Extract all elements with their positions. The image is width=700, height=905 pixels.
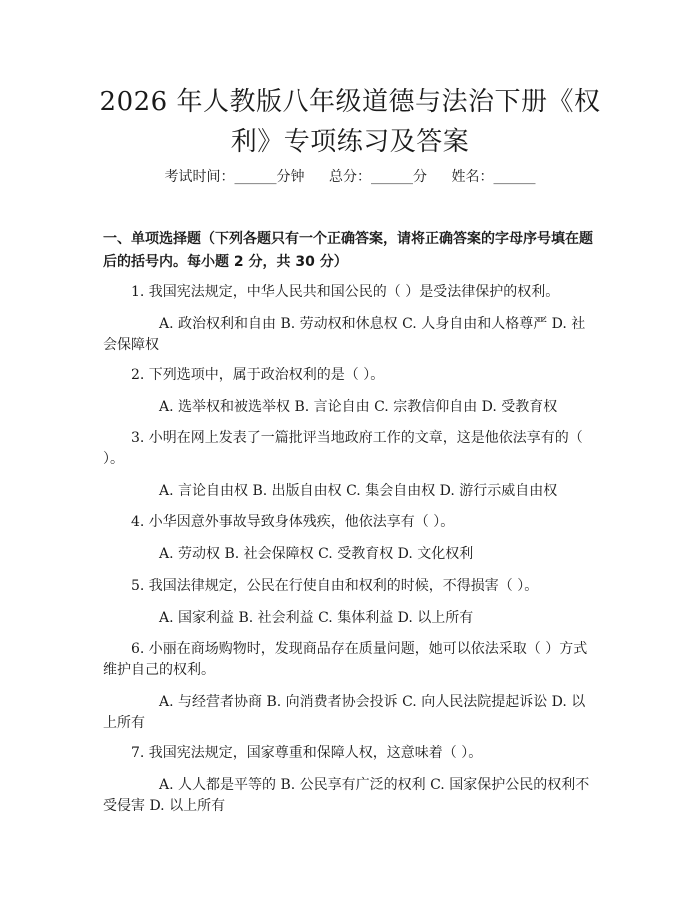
exam-score: 总分：______分 bbox=[329, 169, 427, 185]
question-2: 2. 下列选项中，属于政治权利的是（ ）。 bbox=[131, 367, 385, 383]
question-2-options: A. 选举权和被选举权 B. 言论自由 C. 宗教信仰自由 D. 受教育权 bbox=[159, 399, 558, 415]
question-4: 4. 小华因意外事故导致身体残疾，他依法享有（ ）。 bbox=[131, 514, 455, 530]
document-title: 2026 年人教版八年级道德与法治下册《权利》专项练习及答案 bbox=[99, 87, 601, 157]
student-name: 姓名：______ bbox=[451, 169, 536, 185]
question-6: 6. 小丽在商场购物时，发现商品存在质量问题，她可以依法采取（ ）方式维护自己的权利。 bbox=[103, 641, 588, 678]
question-3-options: A. 言论自由权 B. 出版自由权 C. 集会自由权 D. 游行示威自由权 bbox=[159, 483, 558, 499]
question-4-options: A. 劳动权 B. 社会保障权 C. 受教育权 D. 文化权利 bbox=[159, 546, 474, 562]
section-heading: 一、单项选择题（下列各题只有一个正确答案，请将正确答案的字母序号填在题后的括号内。每小题 2 分，共 30 分） bbox=[103, 231, 593, 270]
exam-meta bbox=[0, 167, 700, 187]
question-1: 1. 我国宪法规定，中华人民共和国公民的（ ）是受法律保护的权利。 bbox=[131, 284, 560, 300]
question-3: 3. 小明在网上发表了一篇批评当地政府工作的文章，这是他依法享有的（ ）。 bbox=[103, 430, 583, 467]
question-7-options: A. 人人都是平等的 B. 公民享有广泛的权利 C. 国家保护公民的权利不受侵害 D. 以上所有 bbox=[103, 777, 590, 814]
question-7: 7. 我国宪法规定，国家尊重和保障人权，这意味着（ ）。 bbox=[131, 745, 483, 761]
question-5: 5. 我国法律规定，公民在行使自由和权利的时候，不得损害（ ）。 bbox=[131, 578, 539, 594]
question-1-options: A. 政治权利和自由 B. 劳动权和休息权 C. 人身自由和人格尊严 D. 社会保障权 bbox=[103, 316, 586, 353]
question-5-options: A. 国家利益 B. 社会利益 C. 集体利益 D. 以上所有 bbox=[159, 610, 474, 626]
exam-time: 考试时间：______分钟 bbox=[164, 169, 305, 185]
question-6-options: A. 与经营者协商 B. 向消费者协会投诉 C. 向人民法院提起诉讼 D. 以上所有 bbox=[103, 694, 586, 731]
